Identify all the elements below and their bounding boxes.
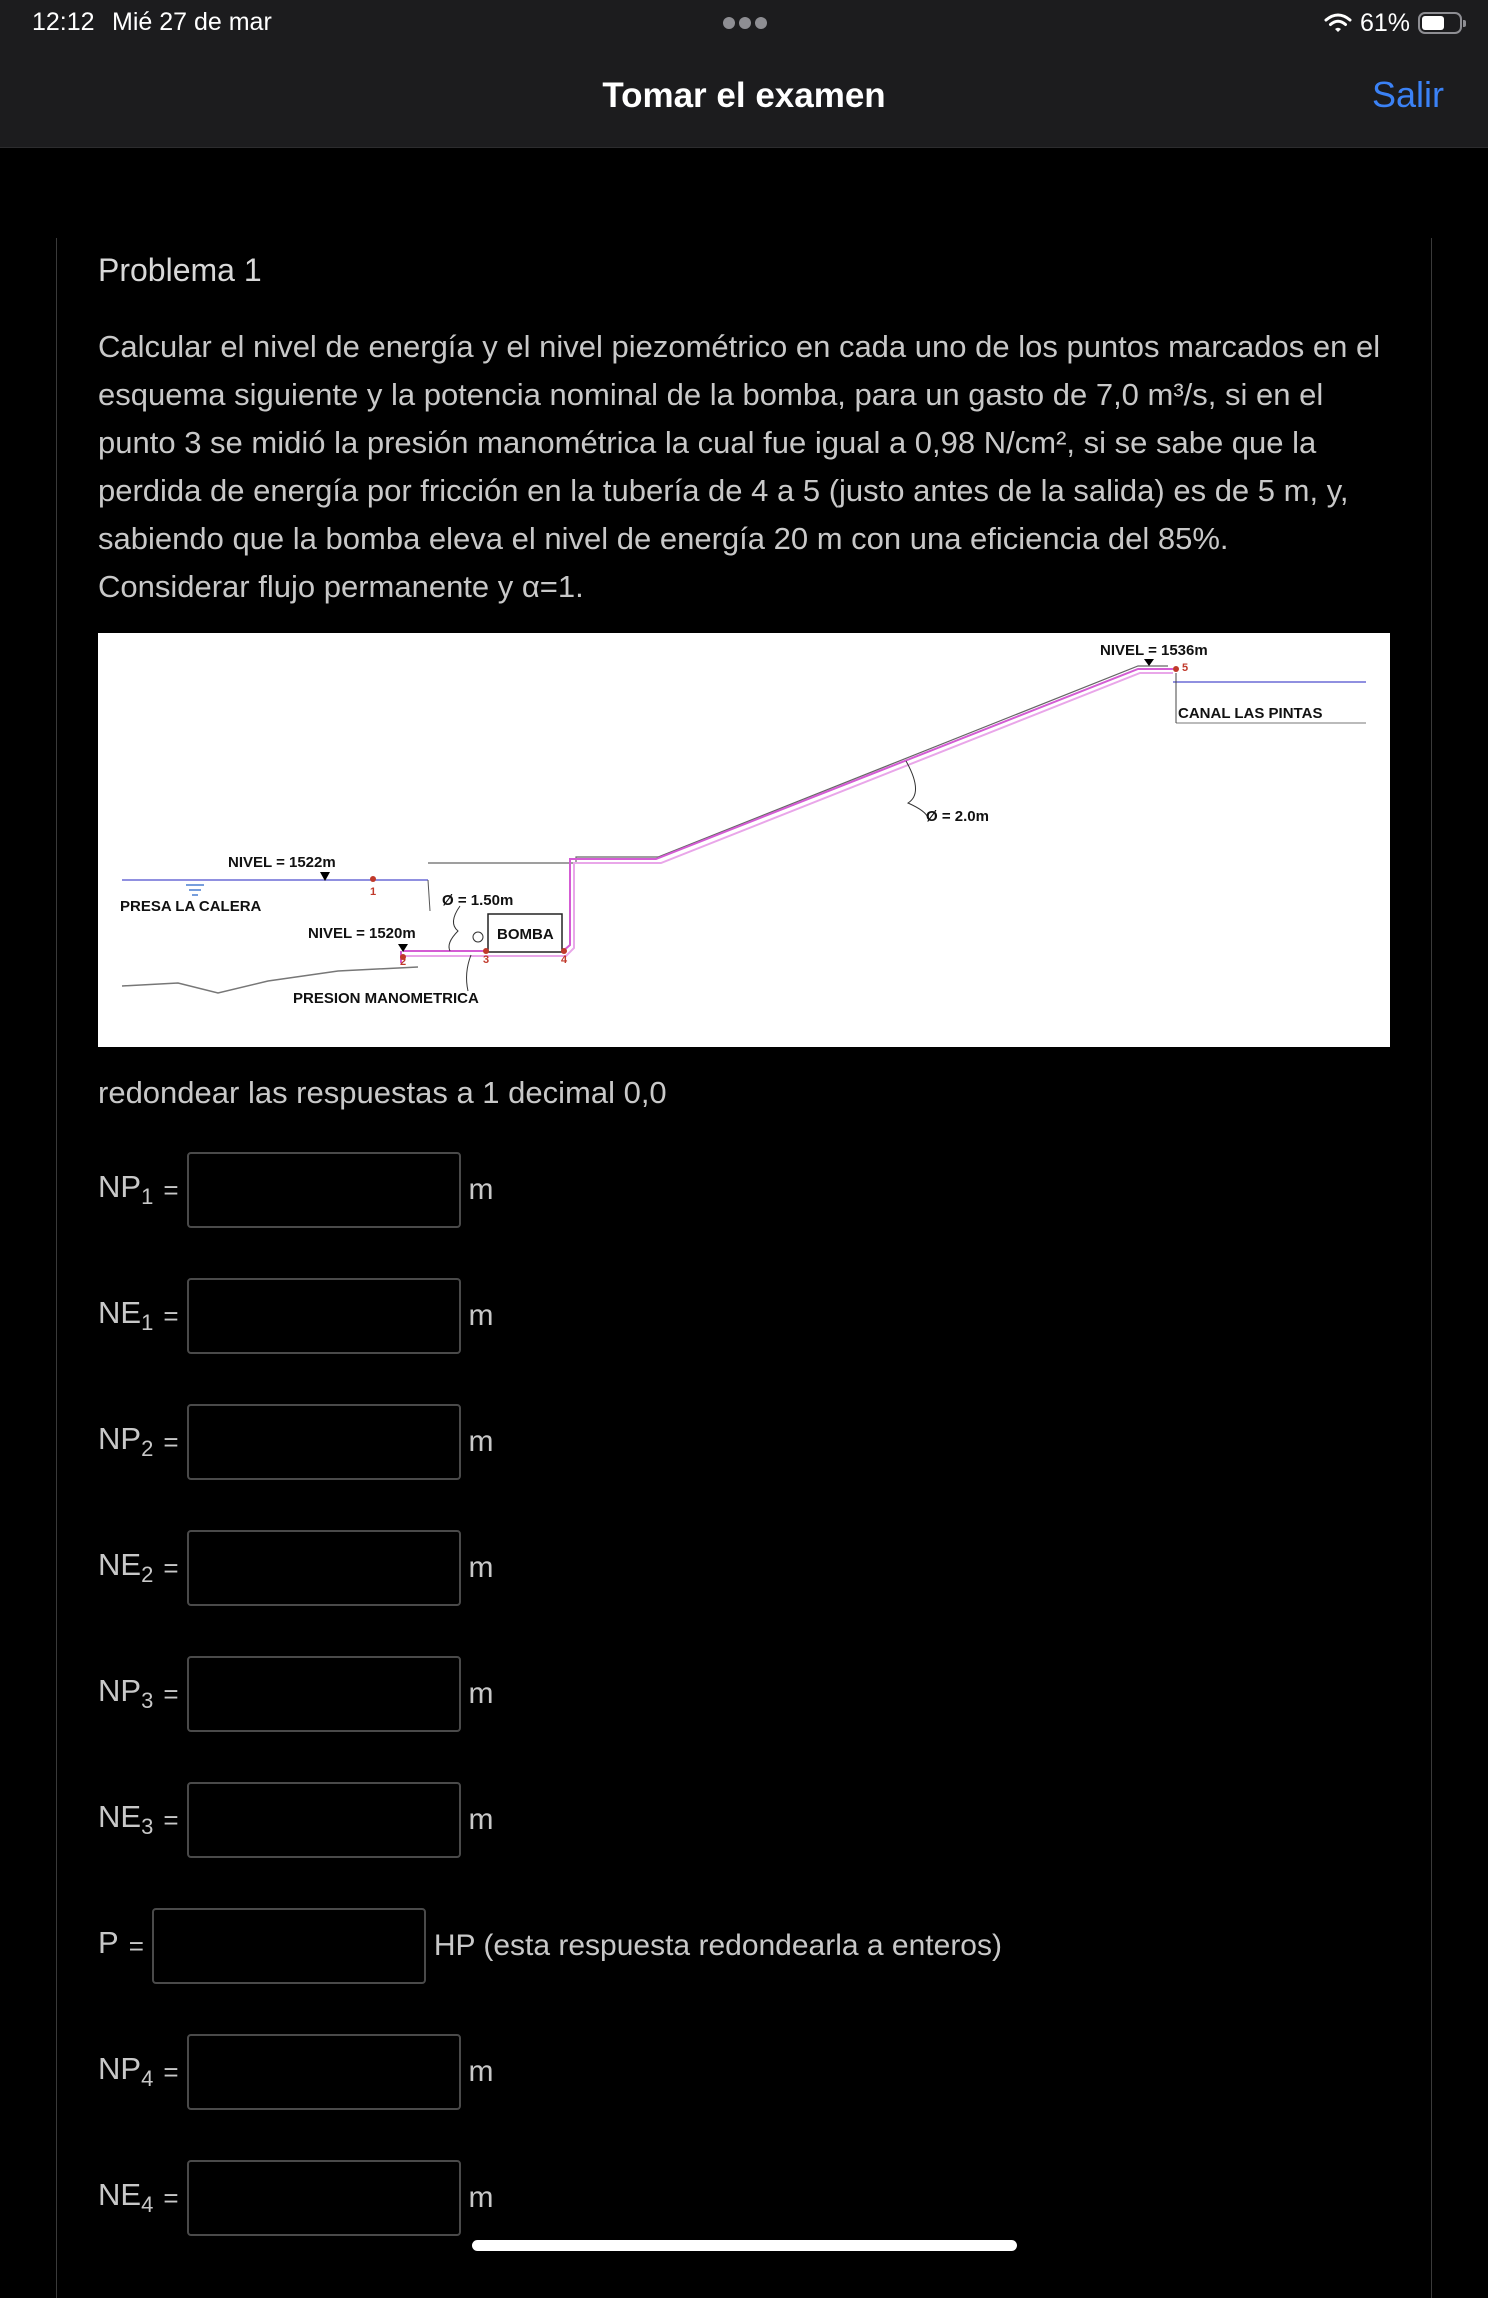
pipe-main — [403, 669, 1173, 951]
answer-label-text: NP — [98, 1169, 142, 1205]
pressure-label: PRESION MANOMETRICA — [293, 990, 479, 1007]
equals-sign: = — [163, 1174, 179, 1205]
answer-label-subscript: 4 — [141, 2066, 154, 2092]
answer-label-subscript: 3 — [141, 1688, 154, 1714]
answer-label-subscript: 3 — [141, 1814, 154, 1840]
answer-row — [98, 1528, 494, 1608]
equals-sign: = — [163, 1552, 179, 1583]
answer-unit: m — [468, 1677, 494, 1710]
equals-sign: = — [163, 1300, 179, 1331]
answer-label — [98, 1169, 153, 1210]
answer-input[interactable] — [187, 1656, 461, 1732]
reservoir-bank-line — [428, 880, 430, 911]
nivel-bomba-label: NIVEL = 1520m — [308, 925, 416, 942]
nivel-salida-label: NIVEL = 1536m — [1100, 642, 1208, 659]
answer-label-subscript: 2 — [141, 1562, 154, 1588]
point-5-marker — [1173, 666, 1179, 672]
answer-label-subscript: 2 — [141, 1436, 154, 1462]
answer-label — [98, 1799, 153, 1840]
answer-unit: m — [468, 1551, 494, 1584]
answer-label-subscript: 1 — [141, 1184, 154, 1210]
answer-label — [98, 2051, 153, 2092]
answer-label-subscript: 1 — [141, 1310, 154, 1336]
answer-label — [98, 1547, 153, 1588]
answer-unit: m — [468, 1173, 494, 1206]
answer-unit: m — [468, 1425, 494, 1458]
problem-statement: Calcular el nivel de energía y el nivel piezométrico en cada uno de los puntos marcados en el esquema siguiente y la potencia nominal de la bomba, para un gasto de 7,0 m³/s, si en el punto 3 se midió la presión manométrica la cual fue igual a 0,98 N/cm², si se sabe que la perdida de energía por fricción en la tubería de 4 a 5 (justo antes de la salida) es de 5 m, y, sabiendo que la bomba eleva el nivel de energía 20 m con una eficiencia del 85%. Considerar flujo permanente y α=1. — [98, 329, 1381, 604]
diameter-long-leader — [906, 761, 928, 818]
equals-sign: = — [163, 1426, 179, 1457]
answer-unit: m — [468, 2181, 494, 2214]
answer-label-subscript: 4 — [141, 2192, 154, 2218]
point-3-label: 3 — [483, 954, 490, 966]
point-4-label: 4 — [561, 954, 568, 966]
answer-row — [98, 1276, 494, 1356]
diagram-svg — [98, 633, 1390, 1047]
answer-row — [98, 1906, 1002, 1986]
answer-input[interactable] — [187, 1152, 461, 1228]
answer-input[interactable] — [187, 1530, 461, 1606]
answer-label-text: NE — [98, 2177, 142, 2213]
answer-input[interactable] — [152, 1908, 426, 1984]
presa-label: PRESA LA CALERA — [120, 898, 262, 915]
answer-unit: m — [468, 1803, 494, 1836]
canal-label: CANAL LAS PINTAS — [1178, 705, 1323, 722]
point-2-label: 2 — [400, 956, 407, 968]
answer-label-text: NE — [98, 1295, 142, 1331]
answer-row — [98, 2032, 494, 2112]
water-symbol-icon — [186, 885, 204, 895]
answer-unit: HP (esta respuesta redondearla a enteros) — [433, 1929, 1002, 1962]
answer-row — [98, 1150, 494, 1230]
answer-label-text: NE — [98, 1547, 142, 1583]
answer-label-text: NP — [98, 1673, 142, 1709]
equals-sign: = — [128, 1930, 144, 1961]
answer-label — [98, 1421, 153, 1462]
equals-sign: = — [163, 1678, 179, 1709]
answer-label — [98, 1295, 153, 1336]
pressure-leader — [467, 955, 471, 991]
battery-fill — [1422, 16, 1444, 30]
status-indicators — [1324, 8, 1462, 38]
exit-button[interactable]: Salir — [1371, 74, 1444, 115]
navigation-bar — [0, 46, 1488, 148]
multitasking-dots-icon[interactable] — [723, 17, 767, 29]
page-title: Tomar el examen — [602, 76, 886, 115]
rounding-instruction: redondear las respuestas a 1 decimal 0,0 — [98, 1075, 667, 1110]
home-indicator[interactable] — [472, 2240, 1017, 2251]
diameter-short-leader — [449, 906, 460, 951]
point-1-marker — [370, 876, 376, 882]
problem-title: Problema 1 — [98, 252, 262, 288]
answer-label — [98, 2177, 153, 2218]
point-5-label: 5 — [1182, 662, 1189, 674]
pump-label: BOMBA — [497, 926, 554, 943]
wifi-icon — [1324, 12, 1352, 34]
answer-label-text: NP — [98, 2051, 142, 2087]
answer-unit: m — [468, 1299, 494, 1332]
battery-percentage: 61% — [1359, 8, 1410, 37]
answer-label — [98, 1673, 153, 1714]
diameter-short-label: Ø = 1.50m — [442, 892, 514, 909]
answer-unit: m — [468, 2055, 494, 2088]
answer-label — [98, 1925, 119, 1966]
pipe-outline — [428, 666, 1168, 863]
diameter-long-label: Ø = 2.0m — [926, 808, 989, 825]
answer-row — [98, 1780, 494, 1860]
equals-sign: = — [163, 2056, 179, 2087]
answer-label-text: NP — [98, 1421, 142, 1457]
level-marker-salida — [1144, 659, 1154, 666]
answer-row — [98, 1654, 494, 1734]
equals-sign: = — [163, 1804, 179, 1835]
answer-label-text: NE — [98, 1799, 142, 1835]
equals-sign: = — [163, 2182, 179, 2213]
status-date: Mié 27 de mar — [112, 8, 272, 36]
answer-input[interactable] — [187, 1278, 461, 1354]
answer-input[interactable] — [187, 2034, 461, 2110]
hydraulic-diagram — [98, 633, 1390, 1047]
status-bar — [0, 0, 1488, 46]
answer-row — [98, 2158, 494, 2238]
answer-input[interactable] — [187, 2160, 461, 2236]
answer-label-text: P — [98, 1925, 119, 1961]
answer-row — [98, 1402, 494, 1482]
nivel-presa-label: NIVEL = 1522m — [228, 854, 336, 871]
status-time: 12:12 — [32, 8, 95, 36]
point-1-label: 1 — [370, 886, 377, 898]
answer-input[interactable] — [187, 1404, 461, 1480]
manometer-icon — [473, 932, 483, 942]
answer-input[interactable] — [187, 1782, 461, 1858]
battery-icon — [1418, 12, 1462, 34]
